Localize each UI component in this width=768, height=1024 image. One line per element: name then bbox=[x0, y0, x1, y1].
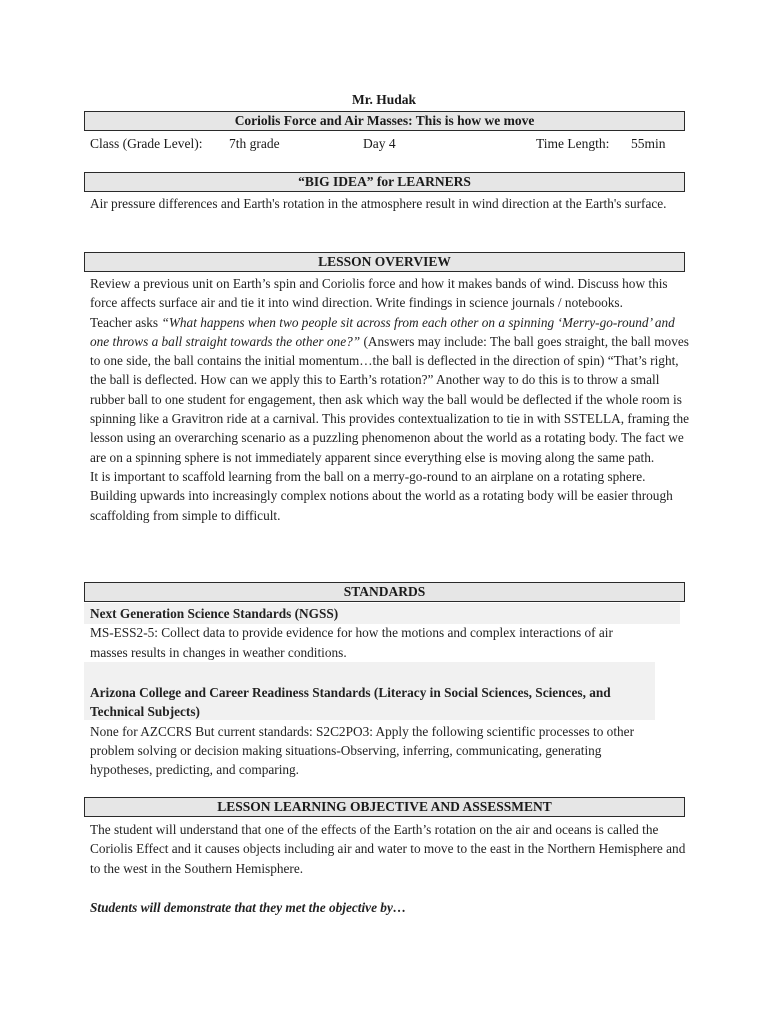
overview-paragraph-1: Review a previous unit on Earth’s spin and Coriolis force and how it makes bands of wind. Discuss how this force affects surface air and tie it into wind direction. Write findings in science journals / notebooks. bbox=[90, 276, 668, 311]
az-standards-block bbox=[90, 683, 690, 779]
ngss-block bbox=[90, 604, 690, 662]
standards-heading: STANDARDS bbox=[84, 582, 685, 602]
teacher-name: Mr. Hudak bbox=[351, 92, 417, 107]
lesson-overview-heading: LESSON OVERVIEW bbox=[84, 252, 685, 272]
big-idea-text: Air pressure differences and Earth's rotation in the atmosphere result in wind direction at the Earth's surface. bbox=[90, 196, 667, 211]
overview-answers-text: (Answers may include: The ball goes straight, the ball moves to one side, the ball contains the initial momentum…the ball is deflected in the direction of spin) “That’s right, the ball is deflected. How can we apply this to Earth’s rotation?” Another way to do this is to throw a small rubber ball to one student for engagement, then ask which way the ball would be deflected if the whole room is spinning like a Gravitron ride at a carnival. This provides contextualization to tie in with SSTELLA, framing the lesson using an overarching scenario as a puzzling phenomenon about the world as a rotating body. The fact we are on a spinning sphere is not immediately apparent since everything else is moving along the same path. bbox=[90, 333, 690, 465]
az-standards-text: None for AZCCRS But current standards: S2C2PO3: Apply the following scientific processes to other problem solving or decision making situations-Observing, inferring, communicating, generating hypotheses, predicting, and comparing. bbox=[90, 723, 635, 778]
objective-text: The student will understand that one of the effects of the Earth’s rotation on the air and oceans is called the Coriolis Effect and it causes objects including air and water to move to the east in the Northern Hemisphere and to the west in the Southern Hemisphere. bbox=[90, 822, 686, 876]
class-label: Class (Grade Level): bbox=[90, 136, 203, 151]
ngss-title: Next Generation Science Standards (NGSS) bbox=[90, 606, 339, 621]
teacher-asks-lead: Teacher asks bbox=[90, 314, 162, 330]
teacher-question-quote: “What happens when two people sit across from each other on a spinning ‘Merry-go-round’ and one throws a ball straight towards the other one?” bbox=[90, 314, 675, 349]
lesson-title-bar: Coriolis Force and Air Masses: This is how we move bbox=[84, 111, 685, 131]
overview-paragraph-2 bbox=[90, 313, 690, 467]
lesson-overview-body bbox=[90, 274, 690, 525]
time-length-label: Time Length: bbox=[536, 136, 610, 151]
day-value: Day 4 bbox=[363, 136, 396, 151]
az-standards-title: Arizona College and Career Readiness Standards (Literacy in Social Sciences, Sciences, and Technical Subjects) bbox=[90, 685, 611, 720]
time-length-value: 55min bbox=[631, 136, 666, 151]
ngss-standard-text: MS-ESS2-5: Collect data to provide evidence for how the motions and complex interactions of air masses results in changes in weather conditions. bbox=[90, 625, 613, 660]
objective-heading: LESSON LEARNING OBJECTIVE AND ASSESSMENT bbox=[84, 797, 685, 817]
grade-value: 7th grade bbox=[229, 136, 280, 151]
big-idea-heading: “BIG IDEA” for LEARNERS bbox=[84, 172, 685, 192]
overview-paragraph-3: It is important to scaffold learning from the ball on a merry-go-round to an airplane on a rotating sphere. Building upwards into increasingly complex notions about the world as a rotating body will be easier through scaffolding from simple to difficult. bbox=[90, 468, 673, 523]
demonstrate-text: Students will demonstrate that they met the objective by… bbox=[90, 900, 407, 915]
